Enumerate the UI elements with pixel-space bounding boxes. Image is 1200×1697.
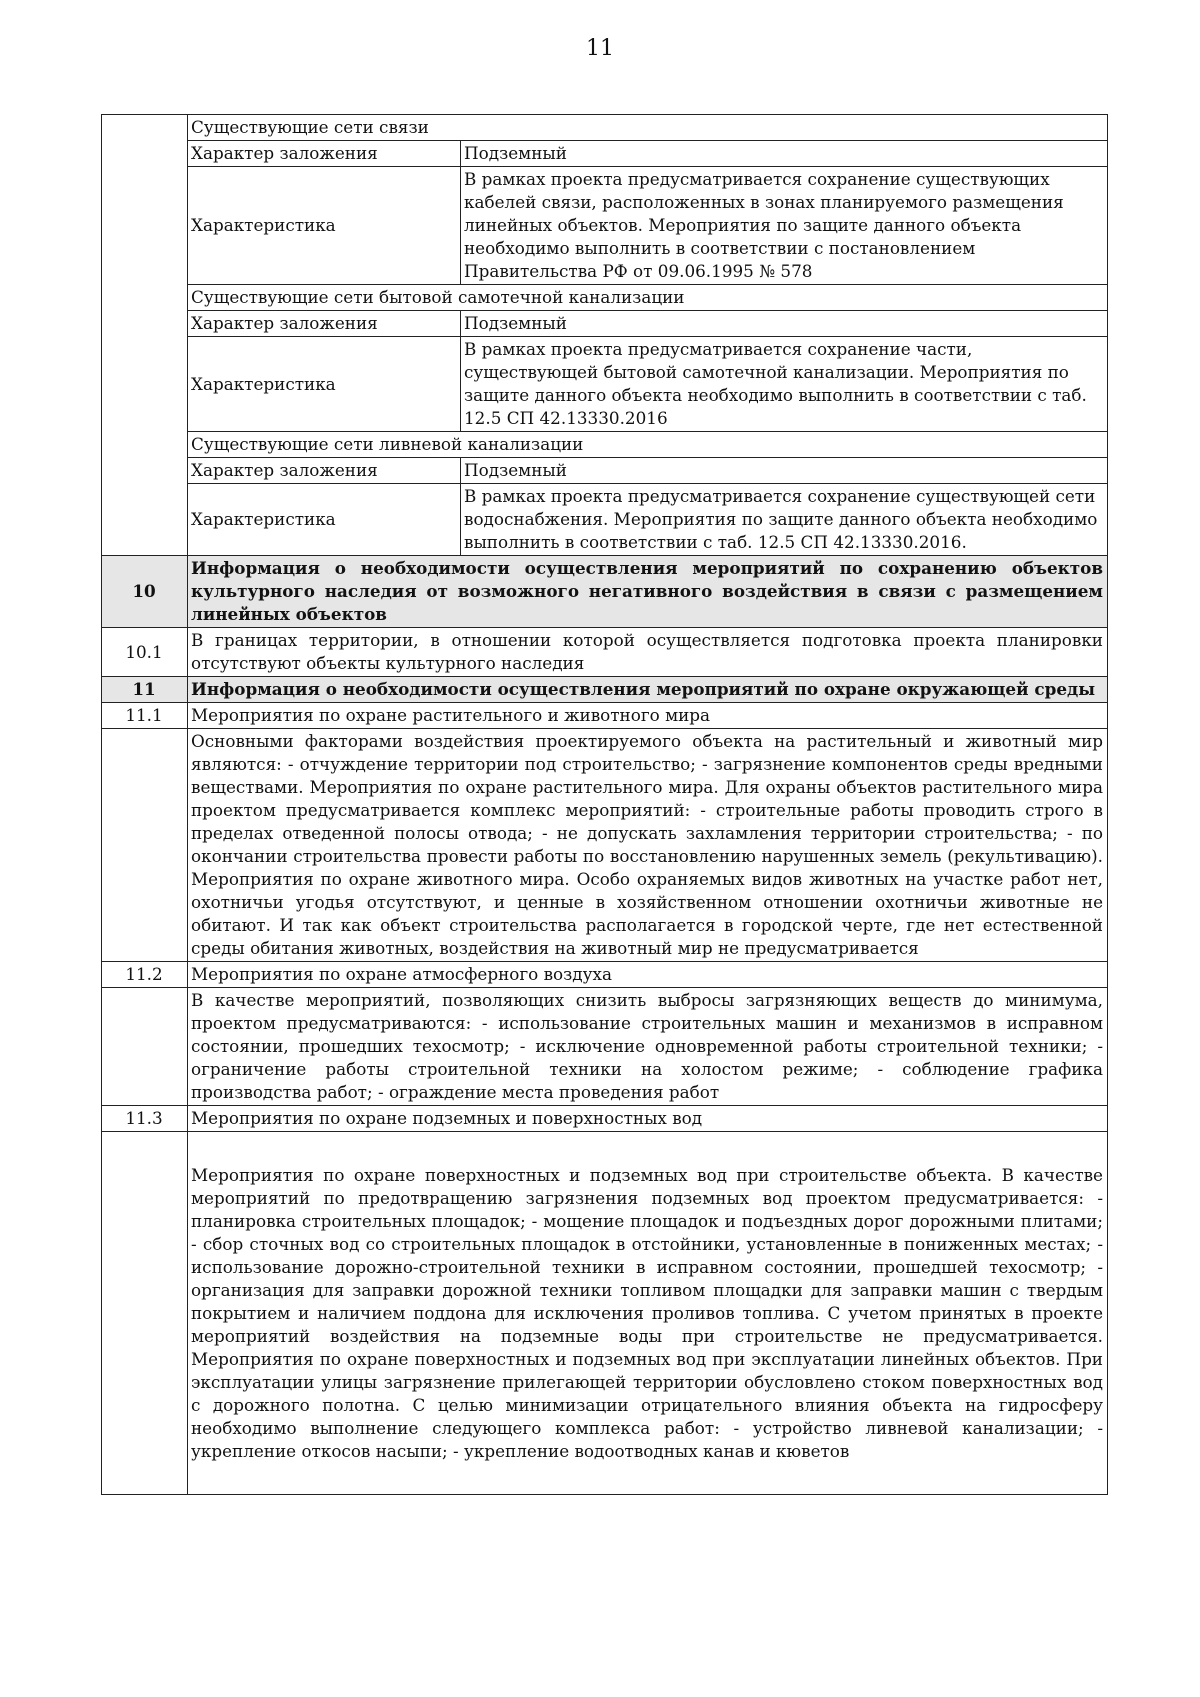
item-title: Мероприятия по охране атмосферного воздуха [188, 962, 1108, 988]
row-value: В рамках проекта предусматривается сохранение существующих кабелей связи, расположенных в зонах планируемого размещения линейных объектов. Мероприятия по защите данного объекта необходимо выполнить в соответствии с постановлением Правительства РФ от 09.06.1995 № 578 [461, 167, 1108, 285]
table-row [102, 703, 1108, 729]
table-row [102, 988, 1108, 1106]
empty-number-cell [102, 729, 188, 962]
table-row [102, 628, 1108, 677]
row-label: Характер заложения [188, 311, 461, 337]
table-row [102, 729, 1108, 962]
row-label: Характер заложения [188, 458, 461, 484]
row-label: Характер заложения [188, 141, 461, 167]
section-title: Информация о необходимости осуществления мероприятий по охране окружающей среды [188, 677, 1108, 703]
section-heading-row [102, 556, 1108, 628]
table-row [102, 115, 1108, 141]
section-number: 10 [102, 556, 188, 628]
table-row [102, 484, 1108, 556]
network-title: Существующие сети ливневой канализации [188, 432, 1108, 458]
document-table [101, 114, 1108, 1495]
item-text-content: Мероприятия по охране поверхностных и подземных вод при строительстве объекта. В качестве мероприятий по предотвращению загрязнения подземных вод проектом предусматривается: - планировка строительных площадок; - мощение площадок и подъездных дорог дорожными плитами; - сбор сточных вод со строительных площадок в отстойники, установленные в пониженных местах; - использование дорожно-строительной техники в исправном состоянии, прошедшей техосмотр; - организация для заправки дорожной техники топливом площадки для заправки машин с твердым покрытием и наличием поддона для исключения проливов топлива. С учетом принятых в проекте мероприятий воздействия на подземные воды при строительстве не предусматривается. Мероприятия по охране поверхностных и подземных вод при эксплуатации линейных объектов. При эксплуатации улицы загрязнение прилегающей территории обусловлено стоком поверхностных вод с дорожного полотна. С целью минимизации отрицательного влияния объекта на гидросферу необходимо выполнение следующего комплекса работ: - устройство ливневой канализации; - укрепление откосов насыпи; - укрепление водоотводных канав и кюветов [191, 1164, 1103, 1461]
empty-number-cell [102, 1132, 188, 1495]
section-9-number-cell [102, 115, 188, 556]
table-row [102, 1132, 1108, 1495]
row-label: Характеристика [188, 167, 461, 285]
item-text [188, 729, 1108, 962]
item-text [188, 1132, 1108, 1495]
table-row [102, 458, 1108, 484]
table-row [102, 962, 1108, 988]
row-value: В рамках проекта предусматривается сохранение части, существующей бытовой самотечной канализации. Мероприятия по защите данного объекта необходимо выполнить в соответствии с таб. 12.5 СП 42.13330.2016 [461, 337, 1108, 432]
item-number: 11.2 [102, 962, 188, 988]
item-text-content: В качестве мероприятий, позволяющих снизить выбросы загрязняющих веществ до минимума, проектом предусматриваются: - использование строительных машин и механизмов в исправном состоянии, прошедших техосмотр; - исключение одновременной работы строительной техники; - ограничение работы строительной техники на холостом режиме; - соблюдение графика производства работ; - ограждение места проведения работ [191, 990, 1103, 1102]
item-number: 11.3 [102, 1106, 188, 1132]
section-title [188, 556, 1108, 628]
row-value: В рамках проекта предусматривается сохранение существующей сети водоснабжения. Мероприятия по защите данного объекта необходимо выполнить в соответствии с таб. 12.5 СП 42.13330.2016. [461, 484, 1108, 556]
section-number: 11 [102, 677, 188, 703]
row-label: Характеристика [188, 484, 461, 556]
table-row [102, 167, 1108, 285]
table-row [102, 285, 1108, 311]
row-value: Подземный [461, 311, 1108, 337]
section-heading-row [102, 677, 1108, 703]
row-label: Характеристика [188, 337, 461, 432]
item-number: 10.1 [102, 628, 188, 677]
table-row [102, 1106, 1108, 1132]
item-number: 11.1 [102, 703, 188, 729]
item-text [188, 988, 1108, 1106]
network-title: Существующие сети бытовой самотечной канализации [188, 285, 1108, 311]
network-title: Существующие сети связи [188, 115, 1108, 141]
item-text-content: Основными факторами воздействия проектируемого объекта на растительный и животный мир являются: - отчуждение территории под строительство; - загрязнение компонентов среды вредными веществами. Мероприятия по охране растительного мира. Для охраны объектов растительного мира проектом предусматривается комплекс мероприятий: - строительные работы проводить строго в пределах отведенной полосы отвода; - не допускать захламления территории строительства; - по окончании строительства провести работы по восстановлению нарушенных земель (рекультивацию). Мероприятия по охране животного мира. Особо охраняемых видов животных на участке работ нет, охотничьи угодья отсутствуют, и ценные в хозяйственном отношении охотничьи животные не обитают. И так как объект строительства располагается в городской черте, где нет естественной среды обитания животных, воздействия на животный мир не предусматривается [191, 731, 1103, 958]
item-text-content: В границах территории, в отношении которой осуществляется подготовка проекта планировки отсутствуют объекты культурного наследия [191, 630, 1103, 673]
row-value: Подземный [461, 141, 1108, 167]
row-value: Подземный [461, 458, 1108, 484]
item-title: Мероприятия по охране подземных и поверхностных вод [188, 1106, 1108, 1132]
empty-number-cell [102, 988, 188, 1106]
page-number: 11 [586, 36, 614, 61]
table-row [102, 432, 1108, 458]
table-row [102, 311, 1108, 337]
table-row [102, 337, 1108, 432]
table-row [102, 141, 1108, 167]
item-text [188, 628, 1108, 677]
section-title-text: Информация о необходимости осуществления мероприятий по сохранению объектов культурного наследия от возможного негативного воздействия в связи с размещением линейных объектов [191, 558, 1103, 624]
item-title: Мероприятия по охране растительного и животного мира [188, 703, 1108, 729]
